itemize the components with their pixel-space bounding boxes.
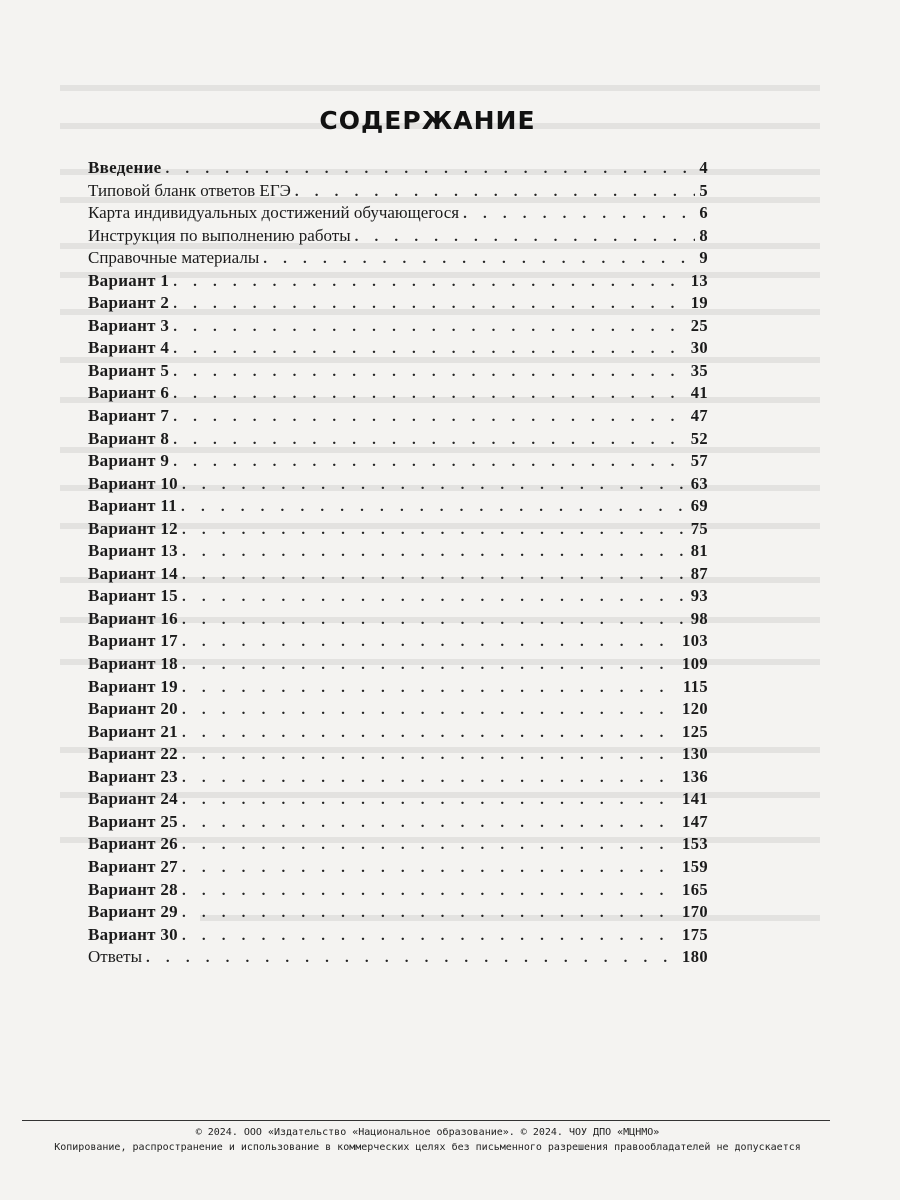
toc-entry-page-number: 98 [690,608,708,628]
toc-entry-page-number: 63 [690,473,708,493]
toc-entry-page-number: 125 [682,721,708,741]
dot-leader [173,383,687,405]
toc-entry-title: Вариант 22 [88,744,178,764]
toc-entry-page-number: 13 [690,270,708,290]
toc-entry [88,382,708,405]
toc-entry-page-number: 180 [682,947,708,967]
toc-entry-page-number: 141 [682,789,708,809]
toc-entry-title: Вариант 8 [88,428,170,448]
toc-entry-title: Вариант 3 [88,315,170,335]
toc-entry [88,630,708,653]
dot-leader [263,248,695,270]
dot-leader [182,654,678,676]
toc-entry-page-number: 165 [682,879,708,899]
dot-leader [173,451,687,473]
toc-entry-page-number: 81 [690,541,708,561]
toc-entry-page-number: 6 [699,203,708,223]
toc-entry-title: Вариант 1 [88,270,170,290]
toc-entry-title: Вариант 4 [88,338,170,358]
toc-entry-title: Вариант 23 [88,766,178,786]
toc-entry-title: Вариант 17 [88,631,178,651]
toc-entry-title: Вариант 20 [88,699,178,719]
dot-leader [173,406,687,428]
toc-entry [88,879,708,902]
dot-leader [182,586,687,608]
dot-leader [173,316,687,338]
toc-entry-title: Вариант 19 [88,676,178,696]
toc-entry [88,247,708,270]
dot-leader [182,834,678,856]
toc-entry-page-number: 130 [682,744,708,764]
dot-leader [182,474,687,496]
toc-entry-page-number: 47 [690,406,708,426]
toc-entry [88,495,708,518]
toc-entry [88,180,708,203]
dot-leader [173,361,687,383]
toc-entry [88,405,708,428]
toc-entry [88,833,708,856]
toc-entry-title: Вариант 10 [88,473,178,493]
toc-entry [88,721,708,744]
toc-entry-page-number: 136 [682,766,708,786]
page-title: СОДЕРЖАНИЕ [319,106,536,135]
toc-entry [88,676,708,699]
toc-entry-title: Вариант 5 [88,360,170,380]
toc-entry-page-number: 8 [699,225,708,245]
toc-entry-title: Вариант 14 [88,563,178,583]
toc-entry-title: Вариант 9 [88,451,170,471]
toc-entry-page-number: 19 [690,293,708,313]
toc-entry-title: Вариант 28 [88,879,178,899]
dot-leader [146,947,678,969]
toc-entry [88,585,708,608]
toc-entry-page-number: 175 [682,924,708,944]
toc-entry-page-number: 109 [682,654,708,674]
toc-entry [88,856,708,879]
dot-leader [182,744,678,766]
toc-entry-title: Ответы [88,947,143,967]
dot-leader [355,226,696,248]
table-of-contents [88,157,708,969]
toc-entry-title: Вариант 24 [88,789,178,809]
toc-entry-page-number: 25 [690,315,708,335]
toc-entry-page-number: 115 [682,676,708,696]
dot-leader [182,812,678,834]
dot-leader [182,677,679,699]
toc-entry-title: Вариант 12 [88,518,178,538]
toc-entry [88,337,708,360]
copyright-notice: Копирование, распространение и использование в коммерческих целях без письменного разрешения правообладателей не допускается [54,1142,801,1153]
dot-leader [182,789,678,811]
toc-entry-title: Вариант 7 [88,406,170,426]
toc-entry-title: Инструкция по выполнению работы [88,225,351,245]
toc-entry [88,157,708,180]
toc-entry-title: Вариант 30 [88,924,178,944]
toc-entry [88,292,708,315]
toc-entry [88,563,708,586]
toc-entry [88,518,708,541]
dot-leader [182,699,678,721]
dot-leader [173,271,687,293]
dot-leader [295,181,695,203]
toc-entry [88,450,708,473]
dot-leader [166,158,696,180]
toc-entry-page-number: 75 [690,518,708,538]
toc-entry-page-number: 159 [682,856,708,876]
toc-entry-page-number: 30 [690,338,708,358]
toc-entry [88,540,708,563]
toc-entry-title: Вариант 25 [88,811,178,831]
toc-entry [88,428,708,451]
dot-leader [182,564,687,586]
toc-entry-page-number: 103 [682,631,708,651]
toc-entry-title: Вариант 21 [88,721,178,741]
toc-entry-title: Вариант 13 [88,541,178,561]
toc-entry-page-number: 4 [699,158,708,177]
toc-entry-page-number: 9 [699,248,708,268]
dot-leader [173,429,687,451]
toc-entry-title: Справочные материалы [88,248,260,268]
toc-entry-page-number: 41 [690,383,708,403]
dot-leader [182,902,678,924]
toc-entry-title: Вариант 6 [88,383,170,403]
dot-leader [182,631,678,653]
toc-entry-title: Вариант 18 [88,654,178,674]
dot-leader [182,857,678,879]
toc-entry-page-number: 120 [682,699,708,719]
toc-entry [88,924,708,947]
dot-leader [182,722,678,744]
toc-entry-page-number: 93 [690,586,708,606]
toc-entry-title: Введение [88,158,162,177]
dot-leader [173,293,687,315]
toc-entry [88,270,708,293]
dot-leader [173,338,687,360]
toc-entry [88,225,708,248]
toc-entry [88,946,708,969]
dot-leader [182,880,678,902]
toc-entry-page-number: 153 [682,834,708,854]
toc-entry [88,608,708,631]
footer-divider [22,1120,830,1121]
toc-entry-page-number: 69 [690,496,708,516]
toc-entry [88,360,708,383]
toc-entry-page-number: 52 [690,428,708,448]
dot-leader [463,203,695,225]
dot-leader [182,767,678,789]
copyright-line: © 2024. ООО «Издательство «Национальное образование». © 2024. ЧОУ ДПО «МЦНМО» [195,1127,660,1138]
toc-entry-page-number: 170 [682,902,708,922]
toc-entry-title: Вариант 27 [88,856,178,876]
toc-entry-title: Вариант 16 [88,608,178,628]
toc-entry-title: Вариант 26 [88,834,178,854]
toc-entry-title: Вариант 15 [88,586,178,606]
dot-leader [181,496,687,518]
toc-entry [88,811,708,834]
toc-entry [88,315,708,338]
toc-entry-title: Вариант 2 [88,293,170,313]
toc-entry-page-number: 147 [682,811,708,831]
toc-entry [88,901,708,924]
toc-entry-title: Вариант 11 [88,496,178,516]
toc-entry [88,788,708,811]
toc-entry [88,653,708,676]
dot-leader [182,925,678,947]
toc-entry-page-number: 35 [690,360,708,380]
toc-entry-title: Карта индивидуальных достижений обучающегося [88,203,460,223]
toc-entry-page-number: 57 [690,451,708,471]
dot-leader [182,541,687,563]
toc-entry-page-number: 87 [690,563,708,583]
toc-entry [88,766,708,789]
toc-entry [88,202,708,225]
toc-entry [88,698,708,721]
toc-entry-page-number: 5 [699,180,708,200]
toc-entry-title: Вариант 29 [88,902,178,922]
dot-leader [182,519,687,541]
toc-entry [88,473,708,496]
toc-entry [88,743,708,766]
dot-leader [182,609,687,631]
toc-entry-title: Типовой бланк ответов ЕГЭ [88,180,291,200]
